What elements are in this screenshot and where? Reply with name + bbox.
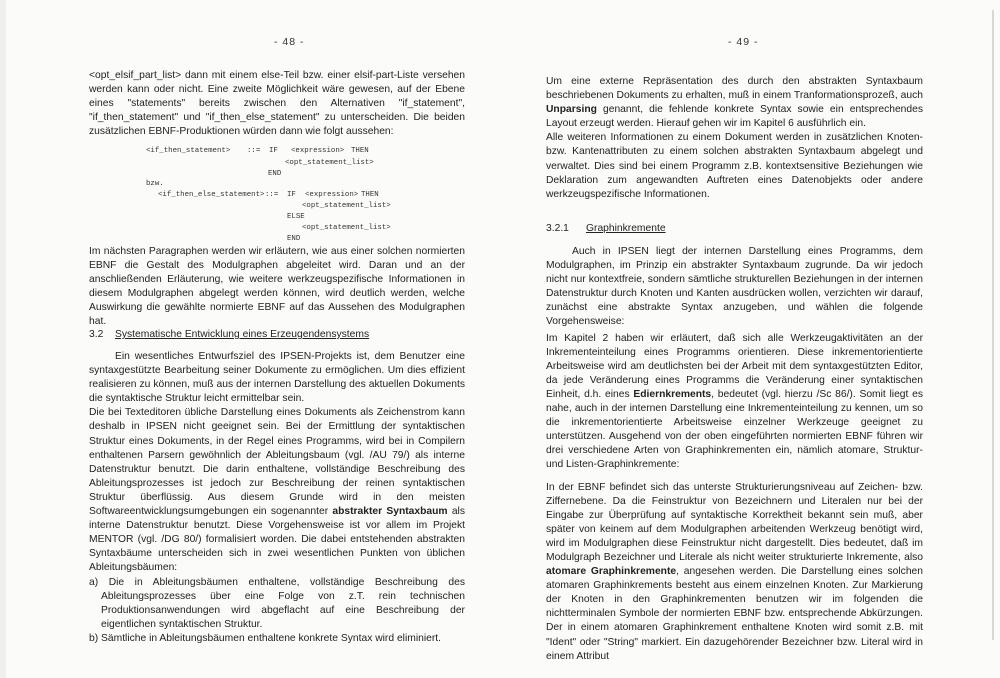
grammar-bzw: bzw. (146, 180, 164, 188)
grammar-keyword: IF (287, 191, 296, 199)
paragraph: Ein wesentliches Entwurfsziel des IPSEN-Projekts ist, dem Benutzer eine syntaxgestützte Bearbeitung seiner Dokumente zu ermöglichen. Um dies effizient realisieren zu können, muß aus der internen Darstellung des aktuellen Dokuments die syntaktische Struktur leicht ermittelbar sein. (89, 351, 465, 405)
paragraph: <opt_elsif_part_list> dann mit einem else-Teil bzw. einer elsif-part-Liste versehen werden kann oder nicht. Eine zweite Möglichkeit wäre gewesen, auf der Ebene eines "statements" bereits zwischen den Alternativen "if_statement", "if_then_statement" und "if_then_else_statement" zu unterscheiden. Die beiden zusätzlichen EBNF-Produktionen würden dann wie folgt aussehen: (89, 70, 465, 138)
grammar-symbol: <opt_statement_list> (285, 159, 374, 167)
text-run: als interne Datenstruktur benutzt. Diese Vorgehensweise ist vor allem im Projekt MENTOR (vgl. /DG 80/) formalisiert worden. Die dabei entstehenden abstrakten Syntaxbäume unterscheiden sich in zwei wesentlichen Punkten von üblichen Ableitungsbäumen: (89, 506, 465, 574)
right-page (500, 0, 1000, 678)
grammar-keyword: END (268, 170, 282, 178)
paragraph (89, 406, 465, 575)
page-number: - 49 - (728, 36, 759, 48)
text-run: , angesehen werden. Die Darstellung eines solchen atomaren Graphinkrements besteht aus einem einzelnen Knoten. Zur Markierung der Knoten in den Graphinkrementen benutzen wir im folgenden die nichtterminalen Symbole der normierten EBNF bzw. entsprechende Abkürzungen. Der in einem atomaren Graphinkrement enthaltene Knoten wird somit z.B. mit "Ident" oder "String" markiert. Ein dazugehörender Bezeichner bzw. Literal wird in einem Attribut (546, 566, 923, 662)
grammar-keyword: IF (269, 147, 278, 155)
grammar-assign: ::= (265, 191, 279, 199)
paragraph: Alle weiteren Informationen zu einem Dokument werden in zusätzlichen Knoten- bzw. Kantenattributen zu einem solchen abstrakten Syntaxbaum abgelegt und verwaltet. Dies sind bei einem Programm z.B. kontextsensitive Beziehungen wie Deklaration zum angewandten Auftreten eines Datenobjekts oder andere werkzeugspezifische Informationen. (546, 132, 923, 200)
bold-term: Ediernkrements (633, 388, 712, 400)
subsection-number: 3.2.1 (546, 223, 569, 234)
paragraph-modulgraph (89, 245, 465, 330)
subsection-heading-text (546, 223, 666, 234)
paragraph: Auch in IPSEN liegt der internen Darstellung eines Programms, dem Modulgraphen, im Prinzip ein abstrakter Syntaxbaum zugrunde. Da wir jedoch nicht nur kontextfreie, sondern sämtliche strukturellen Beziehungen in der internen Datenstruktur durch Knoten und Kanten ausdrücken wollen, verzichten wir darauf, zunächst eine abstrakte Syntax anzugeben, und wählen die folgende Vorgehensweise: (546, 246, 923, 328)
text-run: genannt, die fehlende konkrete Syntax sowie ein entsprechendes Layout erzeugt werden. Hierauf gehen wir im Kapitel 6 ausführlich ein. (546, 104, 923, 130)
paragraph (546, 481, 923, 664)
text-run: Die bei Texteditoren übliche Darstellung eines Dokuments als Zeichenstrom kann deshalb in IPSEN nicht geeignet sein. Bei der Ermittlung der syntaktischen Struktur eines Dokuments, in der Regel eines Programms, wird bei in Compilern enthaltenen Parsern gewöhnlich der Ableitungsbaum (vgl. /AU 79/) als interne Datenstruktur benutzt. Die darin enthaltene, vollständige Beschreibung des Ableitungsprozesses ist jedoch zur Beschreibung der reinen syntaktischen Struktur überflüssig. Aus diesem Grunde wird in den meisten Softwareentwicklungsumgebungen ein sogenannter (89, 407, 465, 518)
section-number: 3.2 (89, 329, 104, 340)
text-run: Im Kapitel 2 haben wir erläutert, daß sich alle Werkzeugaktivitäten an der Inkrementeinteilung eines Programms orientieren. Diese inkrementorientierte Arbeitsweise wird am deutlichsten bei der Arbeit mit dem syntaxgestützten Editor, da jede Veränderung eines Programms die Veränderung einer syntaktischen Einheit, d.h. eines (546, 332, 923, 400)
page-number: - 48 - (274, 36, 305, 48)
text-run: In der EBNF befindet sich das unterste Strukturierungsniveau auf Zeichen- bzw. Ziffernebene. Da die Feinstruktur von Bezeichnern und Literalen nur bei der Eingabe zur Überprüfung auf syntaktische Korrektheit bekannt sein muß, aber später von keinem auf dem Modulgraphen arbeitenden Werkzeug benötigt wird, wird im Modulgraphen diese Feinstruktur nicht dargestellt. Dies bedeutet, daß im Modulgraph Bezeichner und Literale als nicht weiter strukturierte Inkremente, also (546, 481, 923, 563)
grammar-lhs: <if_then_statement> (146, 147, 231, 155)
grammar-symbol: <expression> (305, 191, 359, 199)
bold-term: Unparsing (546, 104, 597, 116)
paragraph: Im nächsten Paragraphen werden wir erläutern, wie aus einer solchen normierten EBNF die Gestalt des Modulgraphen abgeleitet wird. Daran und an der anschließenden Erläuterung, wie weitere werkzeugspezifische Informationen in diesem Modulgraphen abgelegt werden können, wird deutlich werden, welche Auswirkung die gewählte normierte EBNF auf das Aussehen des Modulgraphen hat. (89, 246, 465, 328)
bold-term: atomare Graphinkremente (546, 566, 677, 578)
grammar-assign: ::= (247, 147, 261, 155)
paragraph (546, 332, 923, 473)
grammar-keyword: ELSE (287, 213, 305, 221)
subsection-body (546, 245, 923, 664)
text-run: , bedeutet (vgl. hierzu /Sc 86/). Somit liegt es nahe, auch in der internen Darstellung eine Inkrementeinteilung zu kennen, um so die inkrementorientierte Arbeitsweise einzelner Werkzeuge geeignet zu unterstützen. Ausgehend von der oben eingeführten normierten EBNF führen wir drei verschiedene Arten von Graphinkrementen ein, nämlich atomare, Struktur- und Listen-Graphinkremente: (546, 388, 923, 471)
subsection-heading (546, 222, 923, 236)
bold-term: abstrakter Syntaxbaum (332, 506, 448, 518)
grammar-symbol: <opt_statement_list> (302, 224, 391, 232)
text-run: Um eine externe Repräsentation des durch den abstrakten Syntaxbaum beschriebenen Dokuments zu erhalten, muß in einem Tranformationsprozeß, auch (546, 76, 923, 102)
list-item: b) Sämtliche in Ableitungsbäumen enthaltene konkrete Syntax wird eliminiert. (89, 632, 441, 644)
section-body (89, 350, 465, 646)
grammar-symbol: <opt_statement_list> (302, 202, 391, 210)
grammar-lhs: <if_then_else_statement> (158, 191, 265, 199)
grammar-symbol: <expression> (291, 147, 345, 155)
list-item: a) Die in Ableitungsbäumen enthaltene, vollständige Beschreibung des Ableitungsprozesses über eine Folge von z.T. rein technischen Produktionsanwendungen wird abgeflacht auf eine Beschreibung der eigentlichen syntaktischen Struktur. (89, 576, 465, 630)
section-title: Systematische Entwicklung eines Erzeugendensystems (115, 329, 370, 340)
paragraph-intro (89, 69, 465, 139)
subsection-title: Graphinkremente (586, 223, 666, 234)
paragraph (546, 75, 923, 131)
paragraph-unparsing (546, 75, 923, 202)
grammar-keyword: THEN (361, 191, 379, 199)
grammar-keyword: THEN (351, 147, 369, 155)
grammar-keyword: END (287, 235, 301, 243)
section-heading-text (89, 329, 369, 340)
section-heading (89, 328, 465, 342)
scan-edge-line (992, 10, 994, 640)
